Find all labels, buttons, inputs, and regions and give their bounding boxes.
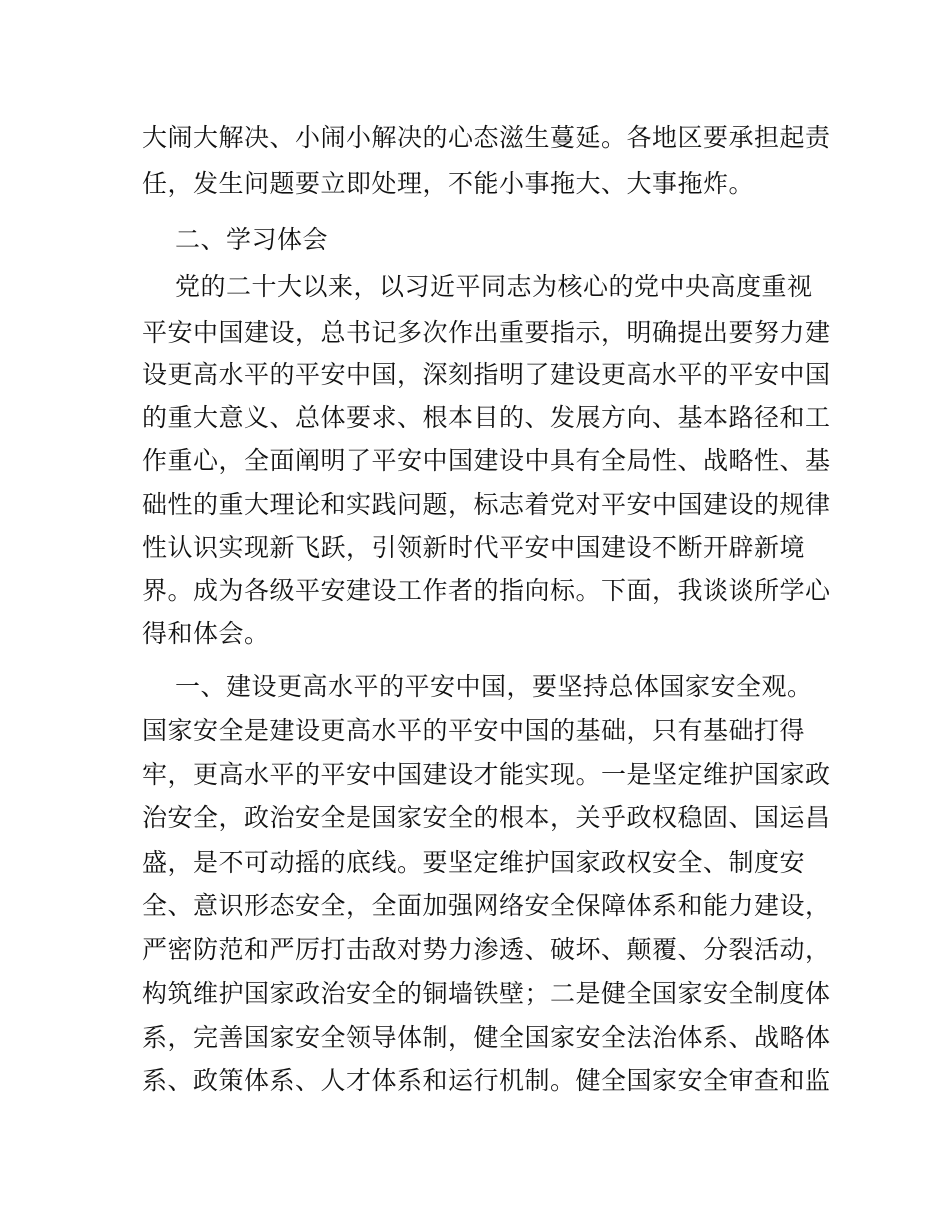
body-line-20: 构筑维护国家政治安全的铜墙铁壁；二是健全国家安全制度体 — [142, 979, 831, 1008]
body-line-11: 界。成为各级平安建设工作者的指向标。下面，我谈谈所学心 — [142, 576, 831, 605]
body-line-18: 全、意识形态安全，全面加强网络安全保障体系和能力建设， — [142, 891, 831, 920]
body-line-15: 牢，更高水平的平安中国建设才能实现。一是坚定维护国家政 — [142, 760, 831, 789]
body-line-12: 得和体会。 — [142, 619, 270, 648]
body-line-22: 系、政策体系、人才体系和运行机制。健全国家安全审查和监 — [142, 1066, 831, 1095]
body-line-6: 设更高水平的平安中国，深刻指明了建设更高水平的平安中国 — [142, 360, 831, 389]
body-line-14: 国家安全是建设更高水平的平安中国的基础，只有基础打得 — [142, 716, 806, 745]
body-line-5: 平安中国建设，总书记多次作出重要指示，明确提出要努力建 — [142, 318, 831, 347]
body-line-10: 性认识实现新飞跃，引领新时代平安中国建设不断开辟新境 — [142, 533, 806, 562]
body-line-17: 盛，是不可动摇的底线。要坚定维护国家政权安全、制度安 — [142, 848, 806, 877]
subsection-heading: 一、建设更高水平的平安中国，要坚持总体国家安全观。 — [175, 672, 813, 701]
body-line-21: 系，完善国家安全领导体制，健全国家安全法治体系、战略体 — [142, 1023, 831, 1052]
body-line-1: 大闹大解决、小闹小解决的心态滋生蔓延。各地区要承担起责 — [142, 123, 831, 152]
section-heading: 二、学习体会 — [175, 225, 329, 254]
body-line-2: 任，发生问题要立即处理，不能小事拖大、大事拖炸。 — [142, 169, 755, 198]
body-line-9: 础性的重大理论和实践问题，标志着党对平安中国建设的规律 — [142, 490, 831, 519]
body-line-7: 的重大意义、总体要求、根本目的、发展方向、基本路径和工 — [142, 403, 831, 432]
body-line-4: 党的二十大以来，以习近平同志为核心的党中央高度重视 — [175, 272, 813, 301]
body-line-19: 严密防范和严厉打击敌对势力渗透、破坏、颠覆、分裂活动， — [142, 935, 831, 964]
body-line-8: 作重心，全面阐明了平安中国建设中具有全局性、战略性、基 — [142, 446, 831, 475]
body-line-16: 治安全，政治安全是国家安全的根本，关乎政权稳固、国运昌 — [142, 803, 831, 832]
